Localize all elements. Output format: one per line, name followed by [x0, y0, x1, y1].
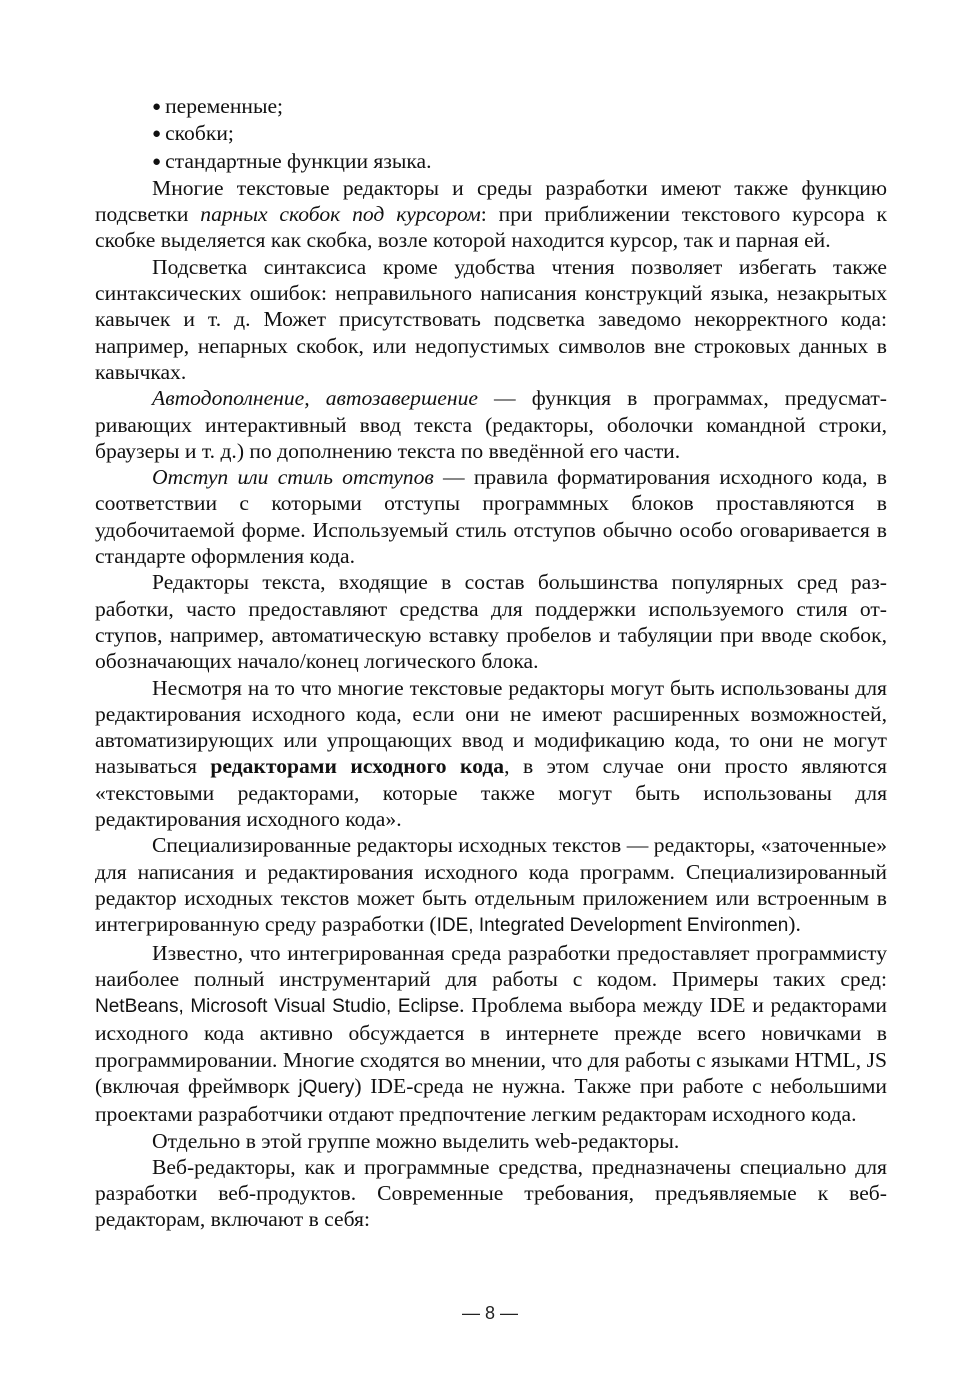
paragraph-web-editors-group: Отдельно в этой группе можно выделить web-редакторы. [152, 1128, 680, 1153]
page-body [95, 93, 887, 1233]
paragraph-editor-indent-support: Редакторы текста, входящие в состав большинства популярных сред разработки, часто предоставляют средства для поддержки используемого стиля отступов, например, автоматическую вставку пробелов и табуляции при вводе скобок, обозначающих начало/конец логического блока. [95, 570, 887, 674]
bullet-item: ● переменные; [95, 93, 887, 120]
paragraph-syntax-highlight: Подсветка синтаксиса кроме удобства чтения позволяет избегать также синтаксических ошибок: неправильного написания конструкций языка, незакрытых кавычек и т. д. Может присутствовать подсветка заведомо некорректного кода: например, непарных скобок, или недопустимых символов вне строковых данных в кавычках. [95, 254, 887, 384]
paragraph-indent-style: Отступ или стиль отступов — правила форматирования исходного кода, в соответствии с которыми отступы программных блоков проставляются в удобочитаемой форме. Используемый стиль отступов обычно особо оговаривается в стандарте оформления кода. [95, 465, 888, 569]
paragraph-specialized-editors: Специализированные редакторы исходных текстов — редакторы, «заточенные» для написания и редактирования исходного кода программ. Специализированный редактор исходных текстов может быть отдельным приложением или встроенным в интегрированную среду разработки (IDE, Integrated Development Environmen). [95, 833, 887, 937]
bullet-icon: ● [152, 153, 162, 170]
bullet-item: ● стандартные функции языка. [95, 148, 887, 175]
paragraph-bracket-highlight: Многие текстовые редакторы и среды разработки имеют также функцию подсветки парных скобок под курсором: при приближении текстового курсора к скобке выделяется как скобка, возле которой находится курсор, так и парная ей. [95, 175, 887, 253]
bullet-icon: ● [152, 126, 162, 143]
paragraph-autocomplete: Автодополнение, автозавершение — функция в программах, предусматривающих интерактивный ввод текста (редакторы, оболочки командной строки, браузеры и т. д.) по дополнению текста по введённой его части. [95, 386, 887, 463]
paragraph-web-editors-requirements: Веб-редакторы, как и программные средства, предназначены специально для разработки веб-продуктов. Современные требования, предъявляемые к вебредакторам, включают в себя: [95, 1154, 887, 1232]
paragraph-ide-vs-editors: Известно, что интегрированная среда разработки предоставляет программисту наиболее полный инструментарий для работы с кодом. Примеры таких сред: NetBeans, Microsoft Visual Studio, Eclipse. Проблема выбора между IDE и редакторами исходного кода активно обсуждается в интернете прежде всего новичками в программировании. Многие сходятся во мнении, что для работы с языками HTML, JS (включая фреймворк jQuery) IDE-среда не нужна. Также при работе с небольшими проектами разработчики отдают предпочтение легким редакторам исходного кода. [95, 940, 887, 1127]
bullet-icon: ● [152, 99, 162, 115]
paragraph-source-editors: Несмотря на то что многие текстовые редакторы могут быть использованы для редактирования исходного кода, если они не имеют расширенных возможностей, автоматизирующих или упрощающих ввод и модификацию кода, то они не могут называться редакторами исходного кода, в этом случае они просто являются «текстовыми редакторами, которые также могут быть использованы для редактирования исходного кода». [95, 675, 887, 832]
bullet-item: ● скобки; [95, 120, 887, 147]
page-number: — 8 — [461, 1303, 518, 1323]
